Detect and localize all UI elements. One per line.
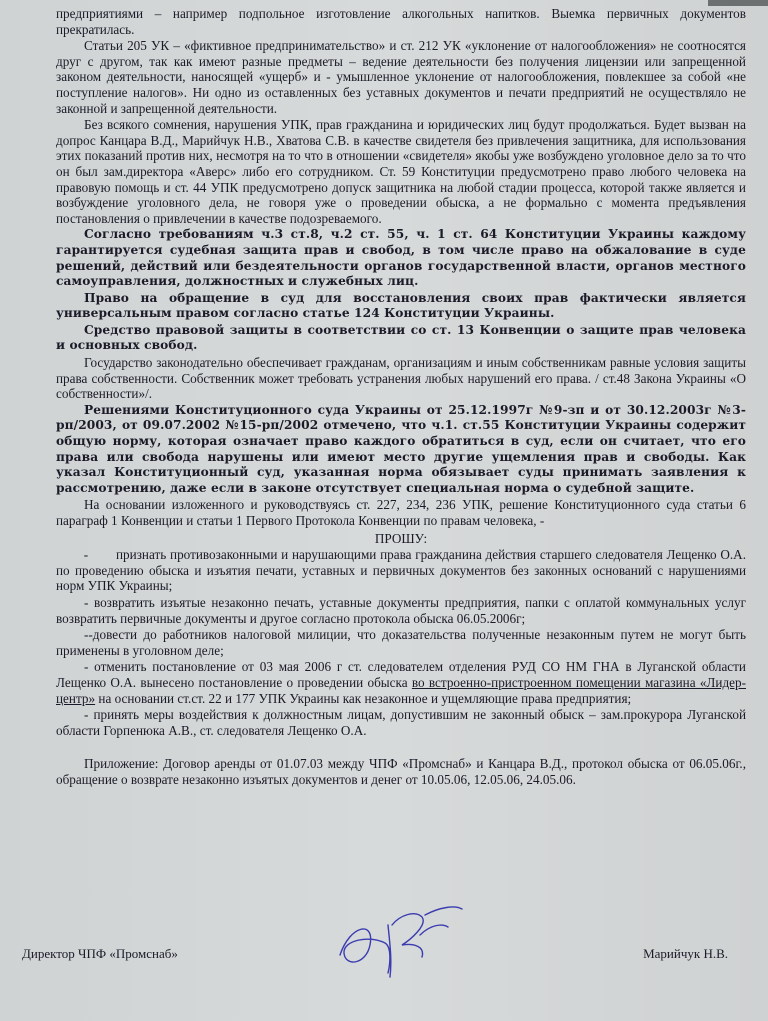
- request-list: [56, 547, 746, 658]
- annex-paragraph: Приложение: Договор аренды от 01.07.03 между ЧПФ «Промснаб» и Канцара В.Д., протокол обыска от 06.05.06г., обращение о возврате незаконно изъятых документов и денег от 10.05.06, 12.05.06, 24.05.06.: [56, 756, 746, 787]
- paragraph: Статьи 205 УК – «фиктивное предпринимательство» и ст. 212 УК «уклонение от налогообложения» не соотносятся друг с другом, так как имеют разные предметы – ведение деятельности без получения лицензии или запрещенной законом деятельности, наносящей «ущерб» и - умышленное уклонение от налогообложения, повлекшее за собой «не поступление налогов». Ни одно из оставленных без уставных документов и печати предприятий не осуществляло не законной и запрещенной деятельности.: [56, 38, 746, 116]
- request-item-4: - отменить постановление от 03 мая 2006 г ст. следователем отделения РУД СО НМ ГНА в Луганской области Лещенко О.А. вынесено постановление о проведении обыска во встроенно-пристроенном помещении магазина «Лидер-центр» на основании ст.ст. 22 и 177 УПК Украины как незаконное и ущемляющие права предприятия;: [56, 659, 746, 706]
- request-heading: ПРОШУ:: [374, 530, 428, 546]
- paragraph: Решениями Конституционного суда Украины от 25.12.1997г №9-зп и от 30.12.2003г №3-рп/2003, от 09.07.2002 №15-рп/2002 отмечено, что ч.1. ст.55 Конституции Украины содержит общую норму, которая означает право каждого обратиться в суд, если он считает, что его права или свобода нарушены или имеют место другие ущемления прав и свободы. Как указал Конституционный суд, указанная норма обязывает суды принимать заявления к рассмотрению, даже если в законе отсутствует специальная норма о судебной защите.: [56, 402, 746, 495]
- request-item: - возвратить изъятые незаконно печать, уставные документы предприятия, папки с оплатой коммунальных услуг возвратить первичные документы и другое согласно протокола обыска 06.05.2006г;: [56, 594, 746, 626]
- paragraph: Согласно требованиям ч.3 ст.8, ч.2 ст. 55, ч. 1 ст. 64 Конституции Украины каждому гарантируется судебная защита прав и свобод, в том числе право на обжалование в суде решений, действий или бездеятельности органов государственной власти, органов местного самоуправления, должностных и служебных лиц.: [56, 227, 746, 289]
- paragraph: Без всякого сомнения, нарушения УПК, прав гражданина и юридических лиц будут продолжаться. Будет вызван на допрос Канцара В.Д., Марийчук Н.В., Хватова С.В. в качестве свидетеля без привлечения защитника, для использования этих показаний против них, несмотря на то что в отношении «свидетеля» якобы уже возбуждено уголовное дело за то что он был зам.директора «Аверс» либо его сотрудником. Ст. 59 Конституции предусмотрено право любого человека на правовую помощь и ст. 44 УПК предусмотрено допуск защитника на любой стадии процесса, которой также является и возбуждение уголовного дела, не говоря уже о проведении обыска, а не формально с момента предъявления постановления о привлечении в качестве подозреваемого.: [56, 117, 746, 226]
- request-item-5: - принять меры воздействия к должностным лицам, допустившим не законный обыск – зам.прокурора Луганской области Горпенюка А.В., ст. следователя Лещенко О.А.: [56, 707, 746, 738]
- underlined-location: во встроенно-пристроенном помещении магазина «Лидер-центр»: [56, 674, 746, 706]
- request-item: - признать противозаконными и нарушающими права гражданина действия старшего следователя Лещенко О.А. по проведению обыска и изъятия печати, уставных и первичных документов без законных оснований с нарушениями норм УПК Украины;: [56, 547, 746, 594]
- handwritten-signature: [330, 895, 470, 980]
- body-paragraphs: [56, 6, 746, 529]
- paragraph: Средство правовой защиты в соответствии со ст. 13 Конвенции о защите прав человека и основных свобод.: [56, 322, 746, 353]
- page-corner-shadow: [708, 0, 768, 6]
- paragraph: Государство законодательно обеспечивает гражданам, организациям и иным собственникам равные условия защиты права собственности. Собственник может требовать устранения любых нарушений его права. / ст.48 Закона Украины «О собственности»/.: [56, 355, 746, 402]
- signer-name: Марийчук Н.В.: [643, 946, 728, 961]
- paragraph: предприятиями – например подпольное изготовление алкогольных напитков. Выемка первичных документов прекратилась.: [56, 6, 746, 37]
- paragraph: Право на обращение в суд для восстановления своих прав фактически является универсальным правом согласно статье 124 Конституции Украины.: [56, 290, 746, 321]
- signer-position: Директор ЧПФ «Промснаб»: [22, 946, 178, 961]
- request-item: --довести до работников налоговой милиции, что доказательства полученные незаконным путем не могут быть применены в уголовном деле;: [56, 627, 746, 658]
- paragraph: На основании изложенного и руководствуясь ст. 227, 234, 236 УПК, решение Конституционного суда статьи 6 параграф 1 Конвенции и статьи 1 Первого Протокола Конвенции по правам человека, -: [56, 497, 746, 528]
